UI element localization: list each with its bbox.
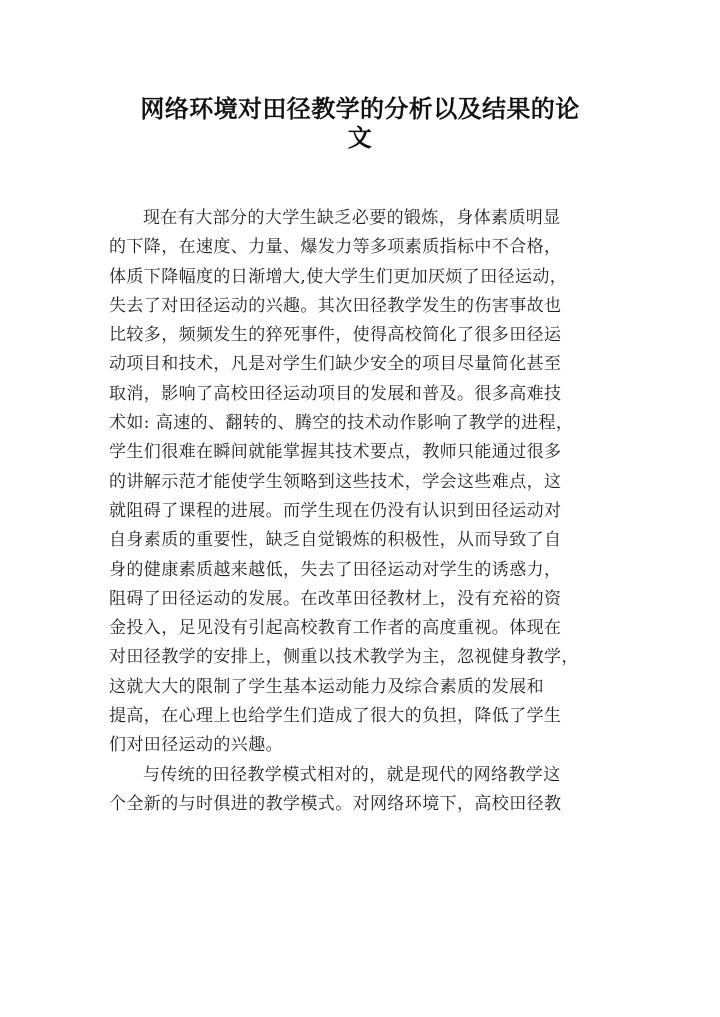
document-title bbox=[100, 90, 620, 153]
text-line: 术如: 高速的、翻转的、腾空的技术动作影响了教学的进程， bbox=[109, 413, 574, 434]
text-line: 们对田径运动的兴趣。 bbox=[109, 735, 283, 756]
text-line: 比较多，频频发生的猝死事件，使得高校简化了很多田径运 bbox=[109, 325, 562, 346]
title-line: 网络环境对田径教学的分析以及结果的论 bbox=[140, 94, 580, 123]
text-line: 阻碍了田径运动的发展。在改革田径教材上，没有充裕的资 bbox=[109, 588, 562, 609]
text-line: 体质下降幅度的日渐增大,使大学生们更加厌烦了田径运动， bbox=[109, 266, 568, 287]
document-body bbox=[109, 204, 617, 819]
text-line: 学生们很难在瞬间就能掌握其技术要点，教师只能通过很多 bbox=[109, 442, 562, 463]
text-line: 现在有大部分的大学生缺乏必要的锻炼，身体素质明显 bbox=[143, 208, 561, 228]
paragraph bbox=[109, 761, 617, 820]
text-line: 失去了对田径运动的兴趣。其次田径教学发生的伤害事故也 bbox=[109, 295, 562, 316]
text-line: 动项目和技术，凡是对学生们缺少安全的项目尽量简化甚至 bbox=[109, 354, 562, 375]
text-line: 的下降，在速度、力量、爆发力等多项素质指标中不合格， bbox=[109, 237, 562, 258]
text-line: 的讲解示范才能使学生领略到这些技术，学会这些难点，这 bbox=[109, 471, 562, 492]
text-line: 个全新的与时俱进的教学模式。对网络环境下，高校田径教 bbox=[109, 793, 562, 814]
text-line: 身的健康素质越来越低，失去了田径运动对学生的诱惑力， bbox=[109, 559, 562, 580]
text-line: 提高，在心理上也给学生们造成了很大的负担，降低了学生 bbox=[109, 706, 562, 727]
text-line: 就阻碍了课程的进展。而学生现在仍没有认识到田径运动对 bbox=[109, 500, 562, 521]
text-line: 自身素质的重要性，缺乏自觉锻炼的积极性，从而导致了自 bbox=[109, 530, 562, 551]
paragraph bbox=[109, 204, 617, 761]
title-line: 文 bbox=[347, 123, 373, 153]
text-line: 与传统的田径教学模式相对的，就是现代的网络教学这 bbox=[143, 764, 561, 785]
text-line: 对田径教学的安排上，侧重以技术教学为主，忽视健身教学， bbox=[109, 647, 579, 668]
text-line: 这就大大的限制了学生基本运动能力及综合素质的发展和 bbox=[109, 676, 544, 697]
text-line: 取消，影响了高校田径运动项目的发展和普及。很多高难技 bbox=[109, 383, 562, 404]
text-line: 金投入，足见没有引起高校教育工作者的高度重视。体现在 bbox=[109, 618, 562, 639]
